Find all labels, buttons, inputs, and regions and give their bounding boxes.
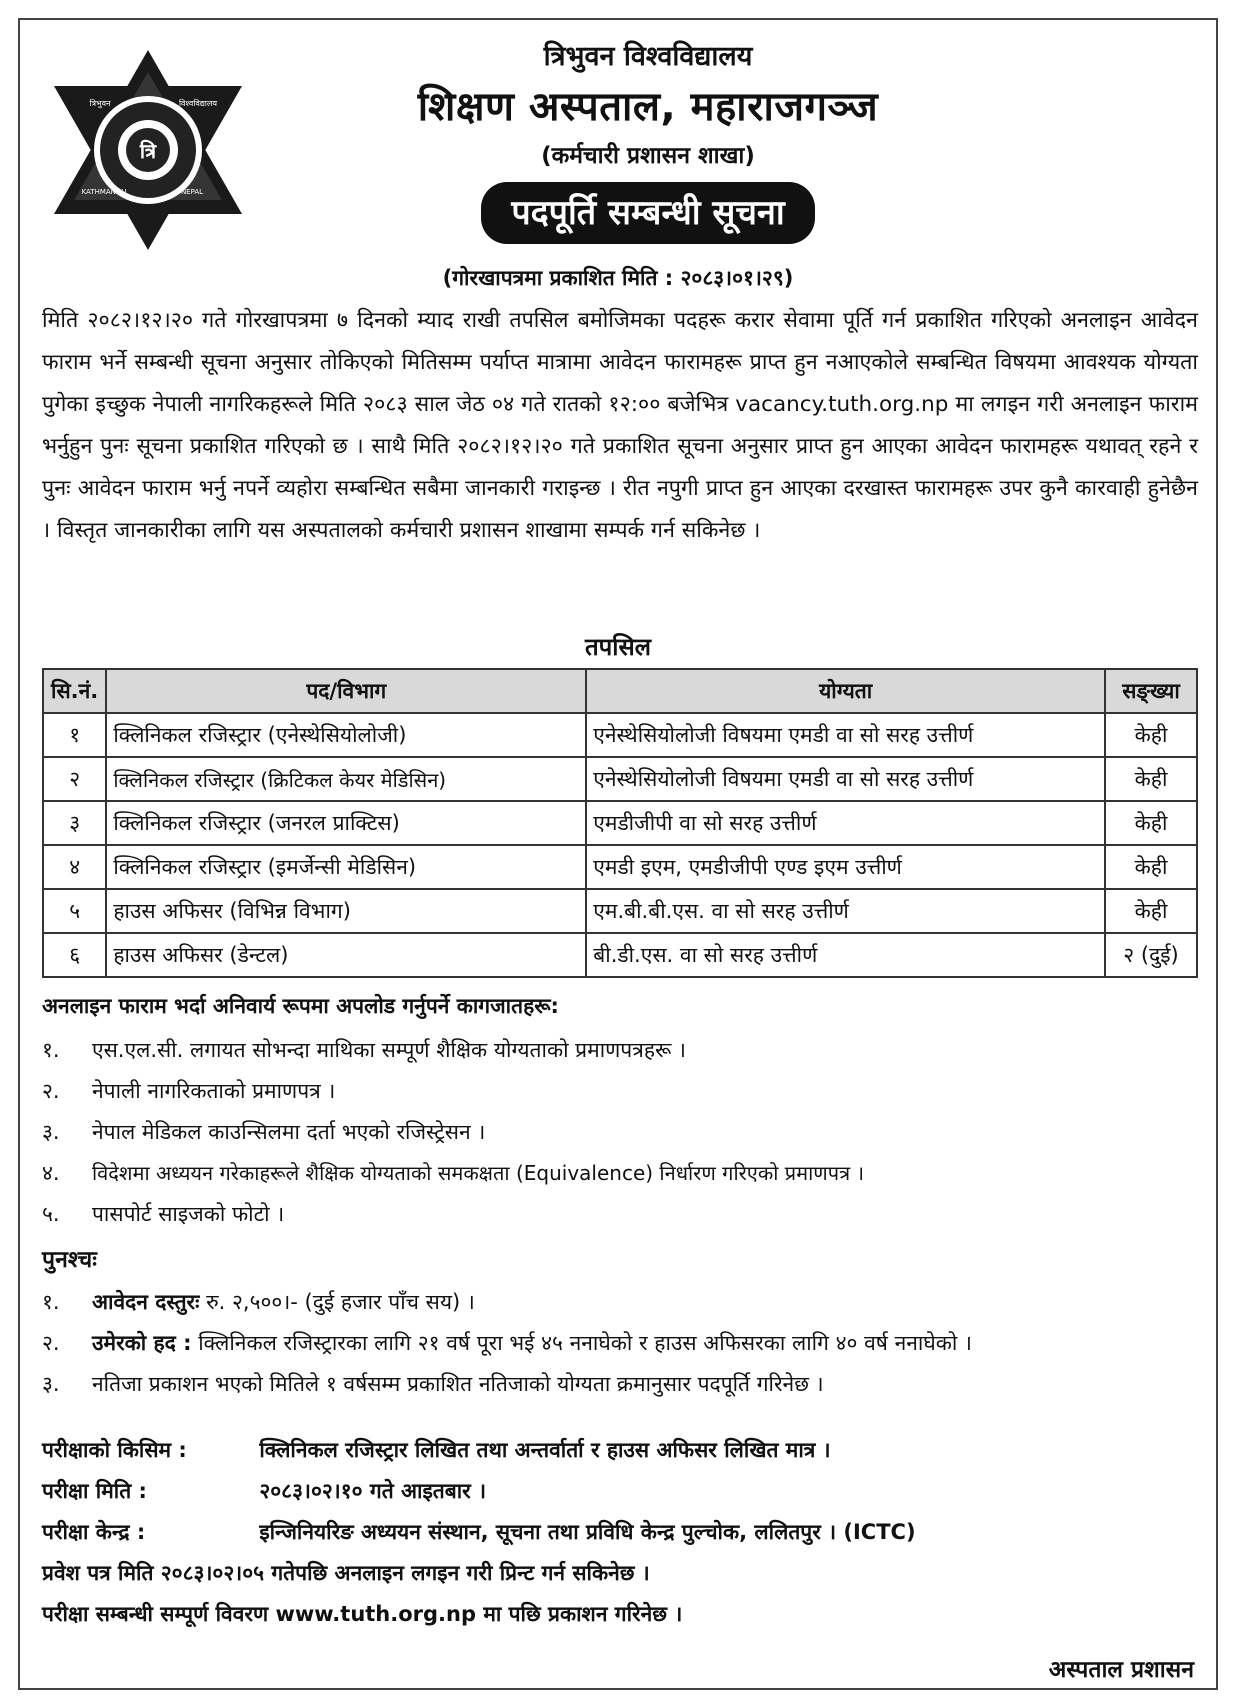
- list-item-text: नतिजा प्रकाशन भएको मितिले १ वर्षसम्म प्रकाशित नतिजाको योग्यता क्रमानुसार पदपूर्ति गरिनेछ ।: [92, 1372, 824, 1396]
- cell-sn: ४: [43, 845, 106, 889]
- cell-count: केही: [1105, 845, 1197, 889]
- col-header-count: सङ्ख्या: [1105, 669, 1197, 713]
- header: [20, 36, 1216, 244]
- cell-post: हाउस अफिसर (विभिन्न विभाग): [106, 889, 586, 933]
- exam-type: [42, 1436, 831, 1464]
- cell-qualification: एमडीजीपी वा सो सरह उत्तीर्ण: [586, 801, 1105, 845]
- list-item-text: रु. २,५००।- (दुई हजार पाँच सय) ।: [199, 1290, 475, 1314]
- cell-post: क्लिनिकल रजिस्ट्रार (क्रिटिकल केयर मेडिसिन): [106, 757, 586, 801]
- list-item-text: पासपोर्ट साइजको फोटो ।: [92, 1202, 285, 1226]
- list-item-number: ३.: [42, 1120, 60, 1144]
- list-item-number: २.: [42, 1079, 60, 1103]
- table-row: [43, 933, 1197, 977]
- list-item-number: १.: [42, 1290, 60, 1314]
- list-item-text: नेपाली नागरिकताको प्रमाणपत्र ।: [92, 1079, 336, 1103]
- postscript-heading: पुनश्चः: [42, 1247, 97, 1273]
- vacancy-table: [42, 668, 1198, 978]
- list-item: [42, 1194, 1202, 1235]
- logo-text-top-right: विश्वविद्यालय: [178, 99, 218, 108]
- cell-qualification: एनेस्थेसियोलोजी विषयमा एमडी वा सो सरह उत्तीर्ण: [586, 757, 1105, 801]
- list-item: [42, 1323, 1202, 1364]
- cell-count: केही: [1105, 801, 1197, 845]
- tapsil-heading: तपसिल: [584, 633, 652, 661]
- cell-qualification: एमडी इएम, एमडीजीपी एण्ड इएम उत्तीर्ण: [586, 845, 1105, 889]
- list-item-number: ४.: [42, 1161, 60, 1185]
- cell-sn: ६: [43, 933, 106, 977]
- list-item-number: १.: [42, 1038, 60, 1062]
- table-row: [43, 713, 1197, 757]
- exam-date-label: परीक्षा मिति :: [42, 1479, 147, 1503]
- required-documents-list: [42, 1030, 1202, 1235]
- list-item: [42, 1071, 1202, 1112]
- list-item-text: नेपाल मेडिकल काउन्सिलमा दर्ता भएको रजिस्ट्रेसन ।: [92, 1120, 486, 1144]
- list-item-label: आवेदन दस्तुरः: [92, 1290, 200, 1314]
- cell-sn: २: [43, 757, 106, 801]
- cell-count: केही: [1105, 757, 1197, 801]
- exam-center: [42, 1518, 1202, 1546]
- col-header-post: पद/विभाग: [106, 669, 586, 713]
- cell-count: केही: [1105, 713, 1197, 757]
- exam-center-value: इन्जिनियरिङ अध्ययन संस्थान, सूचना तथा प्रविधि केन्द्र पुल्चोक, ललितपुर । (ICTC): [259, 1520, 916, 1544]
- cell-sn: १: [43, 713, 106, 757]
- exam-type-value: क्लिनिकल रजिस्ट्रार लिखित तथा अन्तर्वार्ता र हाउस अफिसर लिखित मात्र ।: [259, 1438, 831, 1462]
- university-name: त्रिभुवन विश्वविद्यालय: [543, 41, 753, 72]
- list-item: [42, 1112, 1202, 1153]
- cell-qualification: एम.बी.बी.एस. वा सो सरह उत्तीर्ण: [586, 889, 1105, 933]
- cell-count: केही: [1105, 889, 1197, 933]
- required-documents-heading: अनलाइन फाराम भर्दा अनिवार्य रूपमा अपलोड गर्नुपर्ने कागजातहरू:: [42, 994, 559, 1018]
- list-item: [42, 1364, 1202, 1405]
- cell-qualification: एनेस्थेसियोलोजी विषयमा एमडी वा सो सरह उत्तीर्ण: [586, 713, 1105, 757]
- col-header-sn: सि.नं.: [43, 669, 106, 713]
- exam-details-note: परीक्षा सम्बन्धी सम्पूर्ण विवरण www.tuth.org.np मा पछि प्रकाशन गरिनेछ ।: [42, 1602, 683, 1626]
- table-row: [43, 889, 1197, 933]
- postscript-list: [42, 1282, 1202, 1405]
- list-item-label: उमेरको हद :: [92, 1331, 192, 1355]
- exam-center-label: परीक्षा केन्द्र :: [42, 1520, 146, 1544]
- list-item-number: ५.: [42, 1202, 60, 1226]
- table-row: [43, 757, 1197, 801]
- notice-page: [18, 18, 1218, 1690]
- admit-card-note: प्रवेश पत्र मिति २०८३।०२।०५ गतेपछि अनलाइन लगइन गरी प्रिन्ट गर्न सकिनेछ ।: [42, 1561, 650, 1585]
- logo-text-bottom-left: KATHMANDU: [81, 188, 127, 196]
- branch-name: (कर्मचारी प्रशासन शाखा): [541, 143, 755, 169]
- logo-text-bottom-right: NEPAL: [180, 188, 204, 196]
- cell-post: क्लिनिकल रजिस्ट्रार (इमर्जेन्सी मेडिसिन): [106, 845, 586, 889]
- table-row: [43, 801, 1197, 845]
- exam-date-value: २०८३।०२।१० गते आइतबार ।: [259, 1479, 487, 1503]
- list-item-text: एस.एल.सी. लगायत सोभन्दा माथिका सम्पूर्ण शैक्षिक योग्यताको प्रमाणपत्रहरू ।: [92, 1038, 686, 1062]
- hospital-name: शिक्षण अस्पताल, महाराजगञ्ज: [417, 84, 879, 130]
- list-item: [42, 1153, 1202, 1194]
- exam-date: [42, 1477, 486, 1505]
- logo-text-top-left: त्रिभुवन: [89, 99, 111, 108]
- logo-seal-text: त्रि: [139, 139, 157, 163]
- cell-count: २ (दुई): [1105, 933, 1197, 977]
- table-row: [43, 845, 1197, 889]
- list-item: [42, 1030, 1202, 1071]
- cell-qualification: बी.डी.एस. वा सो सरह उत्तीर्ण: [586, 933, 1105, 977]
- cell-sn: ३: [43, 801, 106, 845]
- publication-date: (गोरखापत्रमा प्रकाशित मिति : २०८३।०१।२९): [442, 266, 794, 290]
- body-paragraph: मिति २०८२।१२।२० गते गोरखापत्रमा ७ दिनको म्याद राखी तपसिल बमोजिमका पदहरू करार सेवामा पूर्ति गर्न प्रकाशित गरिएको अनलाइन आवेदन फाराम भर्ने सम्बन्धी सूचना अनुसार तोकिएको मितिसम्म पर्याप्त मात्रामा आवेदन फारामहरू प्राप्त हुन नआएकोले सम्बन्धित विषयमा आवश्यक योग्यता पुगेका इच्छुक नेपाली नागरिकहरूले मिति २०८३ साल जेठ ०४ गते रातको १२:०० बजेभित्र vacancy.tuth.org.np मा लगइन गरी अनलाइन फाराम भर्नुहुन पुनः सूचना प्रकाशित गरिएको छ । साथै मिति २०८२।१२।२० गते प्रकाशित सूचना अनुसार प्राप्त हुन आएका आवेदन फारामहरू यथावत् रहने र पुनः आवेदन फाराम भर्नु नपर्ने व्यहोरा सम्बन्धित सबैमा जानकारी गराइन्छ । रीत नपुगी प्राप्त हुन आएका दरखास्त फारामहरू उपर कुनै कारवाही हुनेछैन । विस्तृत जानकारीका लागि यस अस्पतालको कर्मचारी प्रशासन शाखामा सम्पर्क गर्न सकिनेछ ।: [42, 308, 1198, 543]
- list-item-text: क्लिनिकल रजिस्ट्रारका लागि २१ वर्ष पूरा भई ४५ ननाघेको र हाउस अफिसरका लागि ४० वर्ष ननाघेको ।: [191, 1331, 972, 1355]
- col-header-qualification: योग्यता: [586, 669, 1105, 713]
- notice-banner: पदपूर्ति सम्बन्धी सूचना: [481, 182, 814, 244]
- signature: अस्पताल प्रशासन: [1048, 1657, 1194, 1683]
- list-item-number: ३.: [42, 1372, 60, 1396]
- list-item-text: विदेशमा अध्ययन गरेकाहरूले शैक्षिक योग्यताको समकक्षता (Equivalence) निर्धारण गरिएको प्रमाणपत्र ।: [92, 1161, 865, 1185]
- cell-post: हाउस अफिसर (डेन्टल): [106, 933, 586, 977]
- cell-post: क्लिनिकल रजिस्ट्रार (एनेस्थेसियोलोजी): [106, 713, 586, 757]
- list-item: [42, 1282, 1202, 1323]
- cell-post: क्लिनिकल रजिस्ट्रार (जनरल प्राक्टिस): [106, 801, 586, 845]
- cell-sn: ५: [43, 889, 106, 933]
- table-header-row: [43, 669, 1197, 713]
- list-item-number: २.: [42, 1331, 60, 1355]
- exam-type-label: परीक्षाको किसिम :: [42, 1438, 187, 1462]
